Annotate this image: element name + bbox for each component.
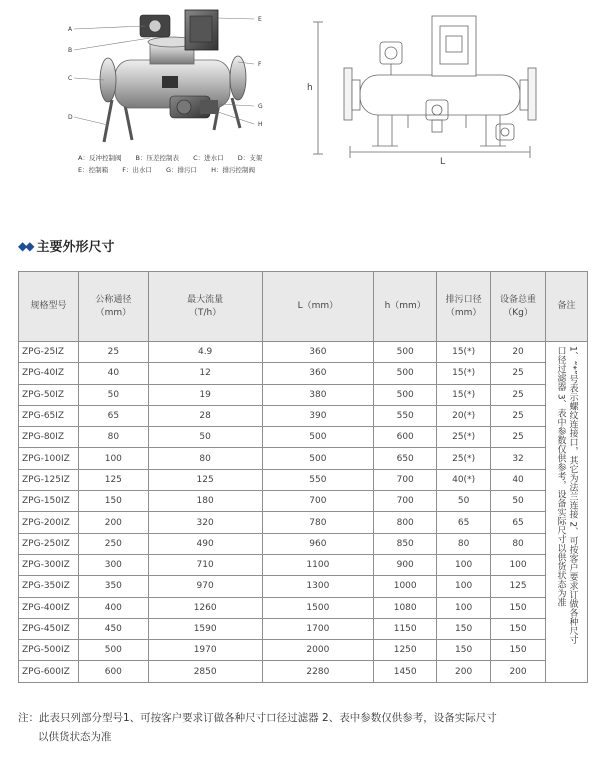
table-cell: 320: [148, 512, 262, 533]
table-cell: 200: [78, 512, 148, 533]
table-cell: 500: [374, 342, 437, 363]
section-heading: [18, 236, 114, 255]
table-header-row: [19, 272, 588, 342]
model-cell: ZPG-600IZ: [19, 661, 79, 682]
table-cell: 300: [78, 554, 148, 575]
table-cell: 450: [78, 618, 148, 639]
callout-g: G: [258, 103, 263, 110]
table-row: [19, 342, 588, 363]
column-header: L（mm）: [262, 272, 374, 342]
table-cell: 360: [262, 363, 374, 384]
legend-item: A：反冲控制阀: [78, 154, 122, 162]
table-cell: 500: [262, 448, 374, 469]
diamond-bullet-icon: ◆◆: [18, 238, 33, 253]
callout-b: B: [68, 47, 73, 54]
table-cell: 500: [374, 384, 437, 405]
legend-item: D：支架: [237, 154, 263, 162]
table-cell: 25: [78, 342, 148, 363]
model-cell: ZPG-125IZ: [19, 469, 79, 490]
table-cell: 125: [491, 576, 546, 597]
table-cell: 200: [437, 661, 491, 682]
table-cell: 1250: [374, 640, 437, 661]
dimension-drawing: [313, 16, 536, 158]
table-cell: 150: [78, 491, 148, 512]
product-photo: [100, 10, 246, 142]
table-cell: 900: [374, 554, 437, 575]
table-cell: 25(*): [437, 427, 491, 448]
table-cell: 1260: [148, 597, 262, 618]
table-cell: 1590: [148, 618, 262, 639]
spec-table: [18, 271, 588, 683]
table-cell: 100: [437, 554, 491, 575]
model-cell: ZPG-450IZ: [19, 618, 79, 639]
callout-d: D: [68, 114, 73, 121]
table-cell: 32: [491, 448, 546, 469]
table-cell: 2000: [262, 640, 374, 661]
model-cell: ZPG-80IZ: [19, 427, 79, 448]
table-cell: 700: [262, 491, 374, 512]
model-cell: ZPG-250IZ: [19, 533, 79, 554]
table-cell: 380: [262, 384, 374, 405]
legend-row-2: [78, 165, 267, 174]
table-cell: 150: [491, 640, 546, 661]
dim-l-label: L: [440, 157, 446, 167]
table-row: [19, 405, 588, 426]
model-cell: ZPG-40IZ: [19, 363, 79, 384]
table-cell: 125: [148, 469, 262, 490]
table-cell: 65: [78, 405, 148, 426]
table-cell: 40(*): [437, 469, 491, 490]
product-figure: [0, 0, 600, 225]
column-header: 公称通径 （mm）: [78, 272, 148, 342]
table-row: [19, 363, 588, 384]
table-row: [19, 469, 588, 490]
table-cell: 550: [374, 405, 437, 426]
table-cell: 80: [437, 533, 491, 554]
section-title-text: 主要外形尺寸: [36, 240, 115, 255]
table-cell: 780: [262, 512, 374, 533]
table-row: [19, 448, 588, 469]
callout-c: C: [68, 75, 73, 82]
table-body: [19, 342, 588, 683]
table-cell: 500: [262, 427, 374, 448]
callout-a: A: [68, 26, 73, 33]
table-cell: 50: [148, 427, 262, 448]
table-cell: 700: [374, 469, 437, 490]
legend-item: G：排污口: [166, 166, 198, 174]
table-row: [19, 491, 588, 512]
table-cell: 100: [437, 597, 491, 618]
table-cell: 970: [148, 576, 262, 597]
remarks-text: 1、“*”号表示螺纹连接口，其它为法兰连接 2、可按客户要求订做各种尺寸口径过滤器 3、表中参数仅供参考，设备实际尺寸以供货状态为准: [555, 346, 578, 645]
table-cell: 1300: [262, 576, 374, 597]
footnote-line-2: 以供货状态为准: [38, 731, 112, 743]
table-cell: 850: [374, 533, 437, 554]
table-cell: 600: [78, 661, 148, 682]
table-row: [19, 661, 588, 682]
table-cell: 20(*): [437, 405, 491, 426]
table-cell: 600: [374, 427, 437, 448]
table-cell: 20: [491, 342, 546, 363]
table-cell: 490: [148, 533, 262, 554]
table-cell: 1970: [148, 640, 262, 661]
table-cell: 15(*): [437, 363, 491, 384]
table-cell: 100: [437, 576, 491, 597]
table-cell: 800: [374, 512, 437, 533]
table-cell: 960: [262, 533, 374, 554]
table-cell: 80: [491, 533, 546, 554]
model-cell: ZPG-300IZ: [19, 554, 79, 575]
model-cell: ZPG-350IZ: [19, 576, 79, 597]
table-cell: 40: [491, 469, 546, 490]
table-cell: 25(*): [437, 448, 491, 469]
legend-item: F：出水口: [122, 166, 152, 174]
table-cell: 1450: [374, 661, 437, 682]
table-cell: 200: [491, 661, 546, 682]
table-cell: 50: [437, 491, 491, 512]
table-cell: 390: [262, 405, 374, 426]
model-cell: ZPG-100IZ: [19, 448, 79, 469]
table-cell: 500: [78, 640, 148, 661]
table-cell: 250: [78, 533, 148, 554]
table-row: [19, 618, 588, 639]
table-row: [19, 512, 588, 533]
model-cell: ZPG-150IZ: [19, 491, 79, 512]
table-cell: 500: [374, 363, 437, 384]
legend-item: C：进水口: [193, 154, 224, 162]
table-cell: 25: [491, 427, 546, 448]
remarks-cell: [546, 342, 588, 683]
table-cell: 50: [491, 491, 546, 512]
column-header: 最大流量 （T/h）: [148, 272, 262, 342]
column-header: 规格型号: [19, 272, 79, 342]
table-cell: 125: [78, 469, 148, 490]
callout-f: F: [258, 61, 262, 68]
callout-h: H: [258, 121, 263, 128]
table-cell: 15(*): [437, 342, 491, 363]
model-cell: ZPG-500IZ: [19, 640, 79, 661]
table-cell: 1000: [374, 576, 437, 597]
table-cell: 650: [374, 448, 437, 469]
table-cell: 400: [78, 597, 148, 618]
table-cell: 150: [491, 618, 546, 639]
column-header: 备注: [546, 272, 588, 342]
table-cell: 550: [262, 469, 374, 490]
table-row: [19, 597, 588, 618]
table-cell: 100: [491, 554, 546, 575]
column-header: h（mm）: [374, 272, 437, 342]
table-cell: 12: [148, 363, 262, 384]
dim-h-label: h: [307, 83, 313, 93]
legend-row-1: [78, 153, 274, 162]
table-row: [19, 384, 588, 405]
table-cell: 65: [491, 512, 546, 533]
table-cell: 65: [437, 512, 491, 533]
table-cell: 2280: [262, 661, 374, 682]
table-cell: 4.9: [148, 342, 262, 363]
table-row: [19, 640, 588, 661]
table-cell: 40: [78, 363, 148, 384]
table-cell: 80: [148, 448, 262, 469]
model-cell: ZPG-400IZ: [19, 597, 79, 618]
model-cell: ZPG-65IZ: [19, 405, 79, 426]
table-cell: 1080: [374, 597, 437, 618]
column-header: 排污口径 （mm）: [437, 272, 491, 342]
table-cell: 19: [148, 384, 262, 405]
model-cell: ZPG-25IZ: [19, 342, 79, 363]
table-cell: 150: [437, 640, 491, 661]
table-cell: 25: [491, 384, 546, 405]
legend-item: B：压差控制表: [135, 154, 179, 162]
table-cell: 700: [374, 491, 437, 512]
table-cell: 25: [491, 363, 546, 384]
table-cell: 1150: [374, 618, 437, 639]
table-cell: 2850: [148, 661, 262, 682]
product-illustrations: [0, 0, 600, 225]
callout-e: E: [258, 16, 262, 23]
table-cell: 80: [78, 427, 148, 448]
table-cell: 150: [437, 618, 491, 639]
table-row: [19, 533, 588, 554]
table-cell: 150: [491, 597, 546, 618]
footnote-line-1: 注：此表只列部分型号1、可按客户要求订做各种尺寸口径过滤器 2、表中参数仅供参考，设备实际尺寸: [18, 712, 497, 724]
table-cell: 180: [148, 491, 262, 512]
table-cell: 360: [262, 342, 374, 363]
table-cell: 28: [148, 405, 262, 426]
model-cell: ZPG-50IZ: [19, 384, 79, 405]
legend-item: E：控制箱: [78, 166, 109, 174]
table-row: [19, 576, 588, 597]
column-header: 设备总重 （Kg）: [491, 272, 546, 342]
table-cell: 1500: [262, 597, 374, 618]
table-cell: 50: [78, 384, 148, 405]
table-cell: 1100: [262, 554, 374, 575]
table-cell: 1700: [262, 618, 374, 639]
table-row: [19, 554, 588, 575]
model-cell: ZPG-200IZ: [19, 512, 79, 533]
table-cell: 350: [78, 576, 148, 597]
table-cell: 15(*): [437, 384, 491, 405]
table-cell: 25: [491, 405, 546, 426]
table-row: [19, 427, 588, 448]
footnote: [18, 709, 588, 747]
table-cell: 710: [148, 554, 262, 575]
legend-item: H：排污控制阀: [211, 166, 256, 174]
table-cell: 100: [78, 448, 148, 469]
